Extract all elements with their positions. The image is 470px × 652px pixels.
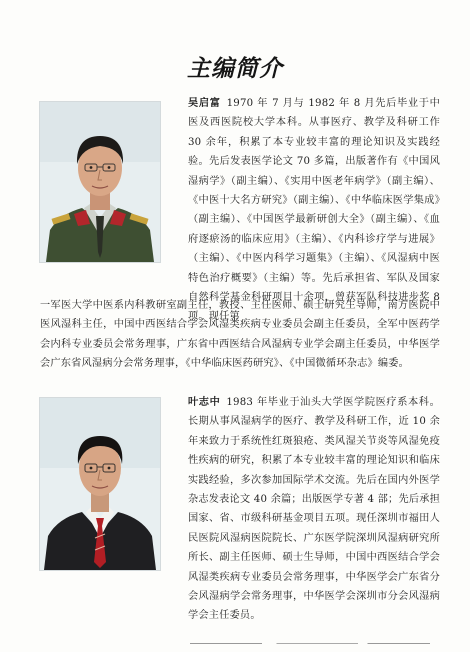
editor-1-bio-intro (188, 94, 440, 327)
editor-2-bio-first: 1983 年毕业于汕头大学医学院医疗系本科。长期从事风湿病学的医疗、教学及科研工作，近 10 余年来致力于系统性红斑狼疮、类风湿关节炎等风湿免疫性疾病的研究，积累了本专业较丰富的理论知识和临床实践经验，多次参加国际学术交流。先后在国内外医学杂志发表论文 40 余篇；出版医学专著 4 部；先后承担国家、省、市级科研基金项目五项。现任深圳市福田人民医院风湿病医院院长、广东医学院深圳风湿病研究所所长、副主任医师、硕士生导师，中国中西医结合学会风湿类疾病专业委员会常务理事，中华医学会广东省分会风湿病学会常务理事，中华医学会深圳市分会风湿病学会主任委员。 (188, 397, 440, 622)
editor-2-bio (188, 393, 440, 626)
page-title: 主编简介 (187, 55, 283, 82)
editor-1-bio-first: 1970 年 7 月与 1982 年 8 月先后毕业于中医及西医院校大学本科。从事医疗、教学及科研工作 30 余年，积累了本专业较丰富的理论知识及实践经验。先后发表医学论文 70 多篇，出版著作有《中国风湿病学》（副主编）、《实用中医老年病学》（副主编）、《中医十大名方研究》（副主编）、《中华临床医学集成》（副主编）、《中国医学最新研创大全》（副主编）、《血府逐瘀汤的临床应用》（主编）、《内科诊疗学与进展》（主编）、《中医内科学习题集》（主编）、《风湿病中医特色治疗概要》（主编）等。先后承担省、军队及国家自然科学基金科研项目十余项，曾获军队科技进步奖 8 项。现任第 (188, 98, 440, 323)
editor-1-bio-rest: 一军医大学中医系内科教研室副主任，教授、主任医师、硕士研究生导师，南方医院中医风湿科主任，中国中西医结合学会风湿类疾病专业委员会副主任委员，全军中医药学会内科专业委员会常务理事，广东省中西医结合风湿病专业学会副主任委员，中华医学会广东省风湿病分会常务理事，《中华临床医药研究》、《中国微循环杂志》编委。 (40, 300, 440, 370)
portrait-suit-icon (40, 398, 160, 570)
portrait-suit-photo (40, 398, 160, 570)
portrait-uniform-photo (40, 102, 160, 262)
editor-1-name: 吴启富 (188, 97, 221, 109)
editor-2-name: 叶志中 (188, 396, 221, 408)
footer-divider (190, 643, 430, 644)
portrait-uniform-icon (40, 102, 160, 262)
